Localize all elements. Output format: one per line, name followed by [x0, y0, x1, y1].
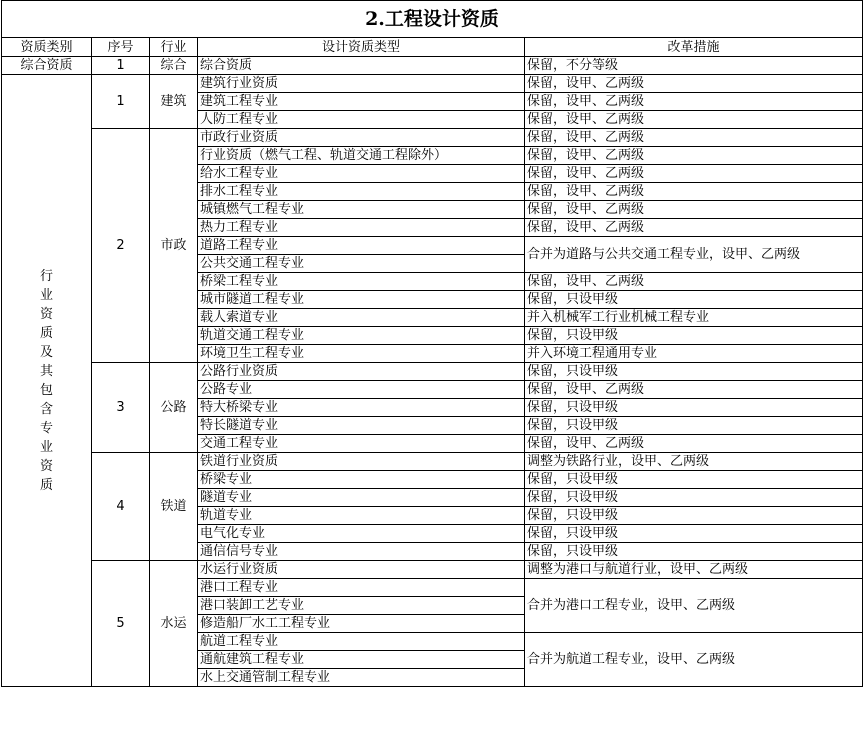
qualification-table — [1, 0, 863, 687]
qualification-type: 建筑行业资质 — [198, 75, 525, 93]
reform-measure: 保留，设甲、乙两级 — [525, 435, 863, 453]
reform-measure-merged: 合并为道路与公共交通工程专业，设甲、乙两级 — [525, 237, 863, 273]
reform-measure: 保留，设甲、乙两级 — [525, 129, 863, 147]
reform-measure: 保留，设甲、乙两级 — [525, 75, 863, 93]
table-row — [2, 57, 863, 75]
qualification-type: 给水工程专业 — [198, 165, 525, 183]
qualification-type: 特大桥梁专业 — [198, 399, 525, 417]
reform-measure: 并入机械军工行业机械工程专业 — [525, 309, 863, 327]
header-category: 资质类别 — [2, 38, 92, 57]
reform-measure: 保留，设甲、乙两级 — [525, 381, 863, 399]
qualification-type: 热力工程专业 — [198, 219, 525, 237]
qualification-type: 环境卫生工程专业 — [198, 345, 525, 363]
qualification-type: 公路行业资质 — [198, 363, 525, 381]
general-reform: 保留，不分等级 — [525, 57, 863, 75]
qualification-type: 行业资质（燃气工程、轨道交通工程除外） — [198, 147, 525, 165]
reform-measure: 保留，只设甲级 — [525, 363, 863, 381]
reform-measure: 保留，只设甲级 — [525, 489, 863, 507]
reform-measure: 保留，设甲、乙两级 — [525, 111, 863, 129]
reform-measure: 保留，只设甲级 — [525, 525, 863, 543]
group-industry: 市政 — [150, 129, 198, 363]
reform-measure: 保留，只设甲级 — [525, 399, 863, 417]
reform-measure: 保留，设甲、乙两级 — [525, 201, 863, 219]
group-seq: 3 — [92, 363, 150, 453]
header-row — [2, 38, 863, 57]
qualification-type: 轨道专业 — [198, 507, 525, 525]
header-type: 设计资质类型 — [198, 38, 525, 57]
industry-category-label: 行业资质及其包含专业资质 — [39, 268, 53, 493]
qualification-type: 载人索道专业 — [198, 309, 525, 327]
group-industry: 公路 — [150, 363, 198, 453]
industry-category-cell — [2, 75, 92, 687]
group-seq: 4 — [92, 453, 150, 561]
reform-measure: 调整为港口与航道行业，设甲、乙两级 — [525, 561, 863, 579]
reform-measure: 并入环境工程通用专业 — [525, 345, 863, 363]
reform-measure: 保留，设甲、乙两级 — [525, 273, 863, 291]
reform-measure-merged: 合并为港口工程专业，设甲、乙两级 — [525, 579, 863, 633]
qualification-type: 港口工程专业 — [198, 579, 525, 597]
table-row — [2, 453, 863, 471]
reform-measure: 保留，设甲、乙两级 — [525, 93, 863, 111]
reform-measure: 保留，设甲、乙两级 — [525, 183, 863, 201]
reform-measure: 保留，只设甲级 — [525, 327, 863, 345]
qualification-type: 水运行业资质 — [198, 561, 525, 579]
reform-measure: 保留，只设甲级 — [525, 543, 863, 561]
qualification-type: 城镇燃气工程专业 — [198, 201, 525, 219]
qualification-type: 特长隧道专业 — [198, 417, 525, 435]
reform-measure: 保留，只设甲级 — [525, 291, 863, 309]
group-industry: 建筑 — [150, 75, 198, 129]
qualification-type: 隧道专业 — [198, 489, 525, 507]
qualification-type: 电气化专业 — [198, 525, 525, 543]
qualification-type: 航道工程专业 — [198, 633, 525, 651]
title-row — [2, 1, 863, 38]
qualification-type: 港口装卸工艺专业 — [198, 597, 525, 615]
table-title: 2.工程设计资质 — [2, 1, 863, 38]
qualification-type: 道路工程专业 — [198, 237, 525, 255]
qualification-type: 公路专业 — [198, 381, 525, 399]
qualification-type: 排水工程专业 — [198, 183, 525, 201]
general-industry: 综合 — [150, 57, 198, 75]
table-row — [2, 75, 863, 93]
table-row — [2, 129, 863, 147]
qualification-type: 水上交通管制工程专业 — [198, 669, 525, 687]
qualification-type: 铁道行业资质 — [198, 453, 525, 471]
group-seq: 5 — [92, 561, 150, 687]
table-row — [2, 561, 863, 579]
qualification-type: 公共交通工程专业 — [198, 255, 525, 273]
group-industry: 水运 — [150, 561, 198, 687]
general-category: 综合资质 — [2, 57, 92, 75]
qualification-type: 桥梁工程专业 — [198, 273, 525, 291]
qualification-type: 通航建筑工程专业 — [198, 651, 525, 669]
qualification-type: 城市隧道工程专业 — [198, 291, 525, 309]
qualification-type: 轨道交通工程专业 — [198, 327, 525, 345]
table-row — [2, 363, 863, 381]
reform-measure: 保留，设甲、乙两级 — [525, 147, 863, 165]
qualification-type: 市政行业资质 — [198, 129, 525, 147]
header-seq: 序号 — [92, 38, 150, 57]
reform-measure: 保留，设甲、乙两级 — [525, 219, 863, 237]
qualification-type: 交通工程专业 — [198, 435, 525, 453]
header-reform: 改革措施 — [525, 38, 863, 57]
qualification-type: 修造船厂水工工程专业 — [198, 615, 525, 633]
reform-measure: 保留，设甲、乙两级 — [525, 165, 863, 183]
reform-measure: 保留，只设甲级 — [525, 417, 863, 435]
reform-measure: 调整为铁路行业，设甲、乙两级 — [525, 453, 863, 471]
general-type: 综合资质 — [198, 57, 525, 75]
general-seq: 1 — [92, 57, 150, 75]
group-seq: 2 — [92, 129, 150, 363]
qualification-type: 桥梁专业 — [198, 471, 525, 489]
reform-measure-merged: 合并为航道工程专业，设甲、乙两级 — [525, 633, 863, 687]
group-seq: 1 — [92, 75, 150, 129]
reform-measure: 保留，只设甲级 — [525, 507, 863, 525]
group-industry: 铁道 — [150, 453, 198, 561]
header-industry: 行业 — [150, 38, 198, 57]
reform-measure: 保留，只设甲级 — [525, 471, 863, 489]
qualification-type: 人防工程专业 — [198, 111, 525, 129]
qualification-type: 通信信号专业 — [198, 543, 525, 561]
qualification-type: 建筑工程专业 — [198, 93, 525, 111]
